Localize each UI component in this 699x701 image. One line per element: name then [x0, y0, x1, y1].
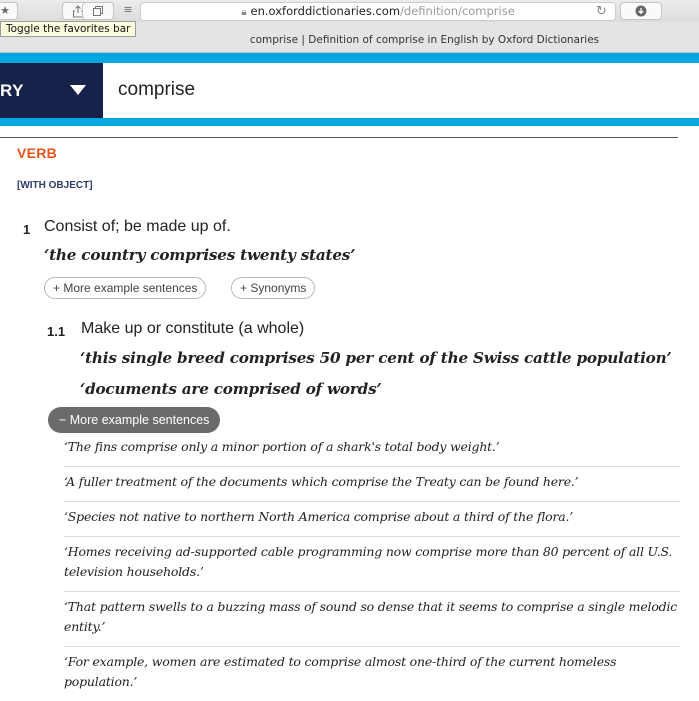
example-sentence: ‘this single breed comprises 50 per cent of the Swiss cattle population’: [80, 349, 672, 367]
list-item: ‘Species not native to northern North America comprise about a third of the flora.’: [64, 502, 680, 537]
sense-definition: Consist of; be made up of.: [44, 218, 231, 235]
list-item: ‘A fuller treatment of the documents which comprise the Treaty can be found here.’: [64, 467, 680, 502]
part-of-speech: VERB: [17, 145, 58, 161]
tab-title[interactable]: comprise | Definition of comprise in English by Oxford Dictionaries: [249, 34, 600, 46]
bookmark-star-icon[interactable]: ★: [0, 2, 18, 20]
reader-icon[interactable]: ≡: [123, 3, 133, 16]
subsense-definition: Make up or constitute (a whole): [81, 320, 305, 337]
grammar-note: [WITH OBJECT]: [17, 180, 93, 191]
url-host: en.oxforddictionaries.com: [250, 4, 401, 18]
list-item: ‘That pattern swells to a buzzing mass of sound so dense that it seems to comprise a single melodic entity.’: [64, 592, 680, 647]
download-icon[interactable]: [620, 2, 662, 20]
list-item: ‘Homes receiving ad-supported cable programming now comprise more than 80 percent of all U.S. television households.’: [64, 537, 680, 592]
divider: [0, 137, 678, 138]
example-sentence: ‘the country comprises twenty states’: [44, 246, 356, 264]
more-examples-list: [64, 436, 680, 701]
address-bar[interactable]: [140, 2, 616, 21]
accent-bar: [0, 53, 699, 63]
less-examples-button[interactable]: − More example sentences: [48, 407, 220, 433]
tooltip: Toggle the favorites bar: [0, 21, 136, 37]
dictionary-label: RY: [0, 81, 24, 100]
url-path: /definition/comprise: [400, 4, 515, 18]
site-header: [0, 63, 699, 118]
list-item: ‘For example, women are estimated to comprise almost one-third of the current homeless population.’: [64, 647, 680, 701]
reload-icon[interactable]: ↻: [596, 4, 607, 19]
more-examples-button[interactable]: + More example sentences: [44, 277, 206, 299]
synonyms-button[interactable]: + Synonyms: [231, 277, 315, 299]
list-item: ‘The fins comprise only a minor portion of a shark's total body weight.’: [64, 436, 680, 467]
accent-bar: [0, 118, 699, 126]
search-input[interactable]: comprise: [118, 79, 196, 100]
tabs-icon[interactable]: [82, 2, 114, 20]
chevron-down-icon: [70, 85, 86, 95]
dictionary-selector[interactable]: [0, 63, 103, 118]
browser-toolbar: [0, 0, 699, 22]
subsense-number: 1.1: [47, 324, 66, 339]
example-sentence: ‘documents are comprised of words’: [80, 380, 382, 398]
sense-number: 1: [23, 222, 31, 237]
lock-icon: 🔒︎: [241, 7, 247, 18]
